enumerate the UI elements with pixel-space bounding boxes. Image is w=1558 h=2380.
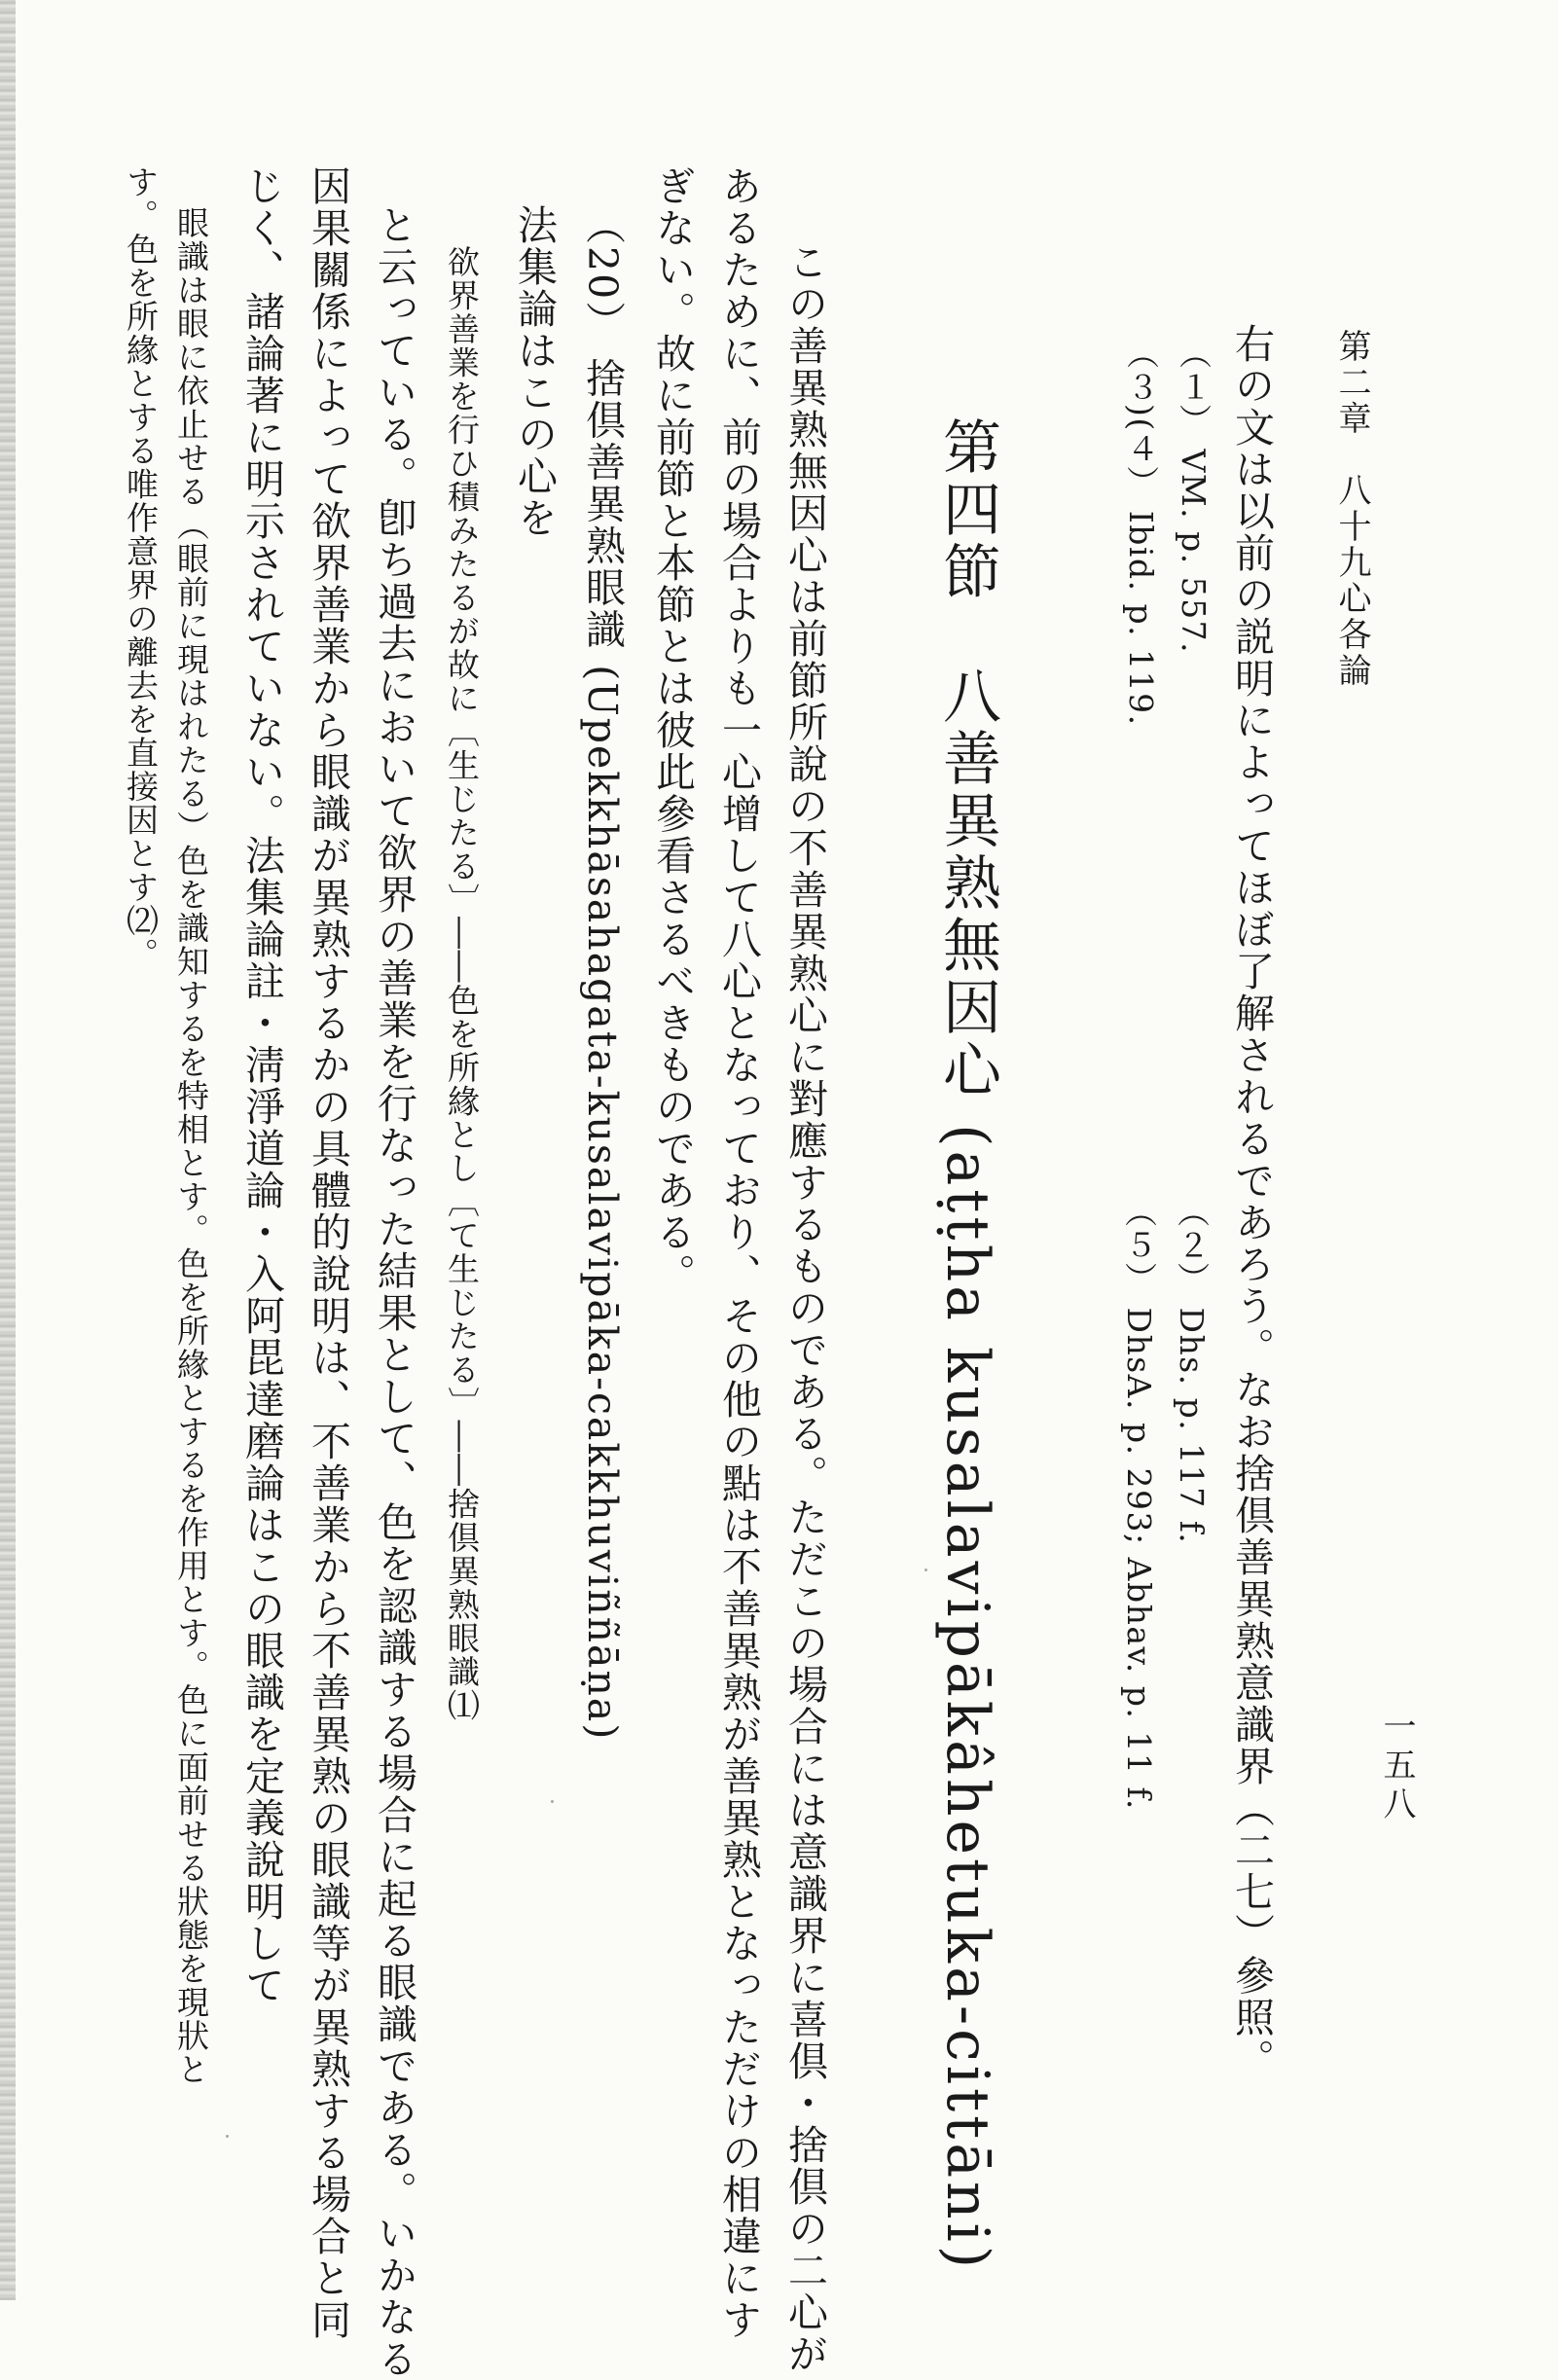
- scan-speck: [924, 1569, 927, 1571]
- eye-consciousness-definition-2: す。色を所緣とする唯作意界の離去を直接因とす⑵。: [122, 165, 160, 971]
- paragraph-1-line-1: この善異熟無因心は前節所說の不善異熟心に對應するものである。ただこの場合には意識界に喜倶・捨倶の二心が: [781, 241, 828, 2375]
- subsection-heading-20: （20） 捨倶善異熟眼識 (Upekkhāsahagata-kusalavipāka-cakkhuviññāṇa): [579, 204, 626, 1742]
- paragraph-1-line-3: ぎない。故に前節と本節とは彼此參看さるべきものである。: [649, 165, 696, 1295]
- page-number: 一五八: [1377, 1709, 1416, 1825]
- intro-line: 右の文は以前の説明によってほぼ了解されるであろう。なお捨倶善異熟意識界（二七）參照。: [1228, 323, 1275, 2080]
- footnote-2: （２） Dhs. p. 117 f.: [1173, 1195, 1211, 1545]
- scan-speck: [226, 2135, 229, 2138]
- paragraph-2-line-4: じく、諸論著に明示されていない。法集論註・淸淨道論・入阿毘達磨論はこの眼識を定義說明して: [238, 165, 285, 2006]
- section-title: 第四節 八善異熟無因心 (aṭṭha kusalavipākâhetuka-cittāni): [933, 416, 1001, 2273]
- dhammasangani-quote: 欲界善業を行ひ積みたるが故に〔生じたる〕――色を所緣とし〔て生じたる〕――捨倶異熟眼識⑴: [443, 245, 481, 1722]
- footnote-1: （１） VM. p. 557.: [1175, 337, 1213, 655]
- eye-consciousness-definition-1: 眼識は眼に依止せる（眼前に現はれたる）色を識知するを特相とす。色を所緣とするを作用とす。色に面前せる狀態を現狀と: [172, 206, 210, 2086]
- paragraph-2-line-1: 法集論はこの心を: [511, 204, 558, 539]
- paragraph-1-line-2: あるために、前の場合よりも一心增して八心となっており、その他の點は不善異熟が善異熟となっただけの相違にす: [715, 165, 762, 2341]
- scan-edge-shadow: [0, 0, 16, 2300]
- running-head: 第二章 八十九心各論: [1332, 329, 1371, 689]
- paragraph-2-line-3: 因果關係によって欲界善業から眼識が異熟するかの具體的說明は、不善業から不善異熟の眼識等が異熟する場合と同: [305, 165, 351, 2341]
- paragraph-2-line-2: と云っている。卽ち過去において欲界の善業を行なった結果として、色を認識する場合に起る眼識である。いかなる: [371, 204, 417, 2380]
- scan-speck: [551, 1800, 554, 1803]
- footnote-3-4: （３)(４） Ibid. p. 119.: [1122, 337, 1160, 727]
- footnote-5: （５） DhsA. p. 293; Abhav. p. 11 f.: [1120, 1195, 1158, 1811]
